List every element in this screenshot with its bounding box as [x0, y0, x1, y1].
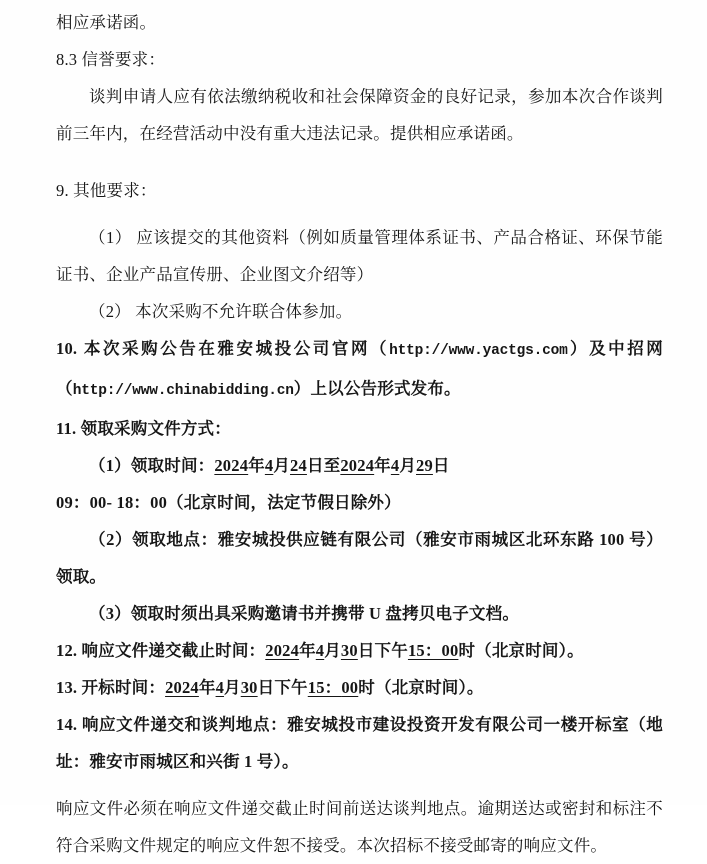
submission-month: 4 — [315, 641, 325, 660]
bid-opening-hour: 15： — [307, 678, 342, 697]
bid-opening-minute: 00 — [341, 678, 359, 697]
submission-deadline-label: 12. 响应文件递交截止时间： — [56, 641, 266, 660]
section-10-text-d: ）上以公告形式发布。 — [293, 379, 461, 398]
closing-paragraph: 响应文件必须在响应文件递交截止时间前送达谈判地点。逾期送达或密封和标注不符合采购文件规定的响应文件恕不接受。本次招标不接受邮寄的响应文件。 — [56, 799, 663, 855]
unit-month: 月 — [273, 456, 291, 475]
unit-day-afternoon-2: 日下午 — [257, 678, 308, 697]
unit-day-afternoon: 日下午 — [357, 641, 408, 660]
section-10-text-b: ）及 — [567, 339, 609, 358]
bid-opening-year: 2024 — [165, 678, 199, 697]
section-11-item-1 — [56, 447, 663, 484]
section-8-3-title: 8.3 信誉要求： — [56, 50, 166, 69]
pickup-time-range: 09：00- 18：00（北京时间，法定节假日除外） — [56, 493, 401, 512]
paragraph-continuation: 相应承诺函。 — [56, 13, 157, 32]
section-14: 14. 响应文件递交和谈判地点：雅安城投市建设投资开发有限公司一楼开标室（地址：雅安市雨城区和兴街 1 号）。 — [56, 715, 663, 771]
pickup-start-month: 4 — [264, 456, 274, 475]
section-8-3-body: 谈判申请人应有依法缴纳税收和社会保障资金的良好记录，参加本次合作谈判前三年内，在经营活动中没有重大违法记录。提供相应承诺函。 — [56, 87, 663, 143]
section-10-text-a: 10. 本次采购公告在雅安城投公司官网（ — [56, 339, 390, 358]
section-10 — [56, 330, 663, 410]
unit-month-4: 月 — [224, 678, 241, 697]
spacer — [56, 209, 663, 219]
unit-month-3: 月 — [324, 641, 341, 660]
spacer — [56, 152, 663, 172]
unit-time-2: 时（北京时间）。 — [358, 678, 484, 697]
section-11-item-3: （3）领取时须出具采购邀请书并携带 U 盘拷贝电子文档。 — [89, 604, 520, 623]
pickup-start-year: 2024 — [214, 456, 249, 475]
section-10-url-chinabidding: http://www.chinabidding.cn — [72, 383, 294, 399]
pickup-time-label: （1）领取时间： — [89, 456, 215, 475]
section-13 — [56, 669, 663, 706]
section-9-item-2: （2） 本次采购不允许联合体参加。 — [89, 302, 353, 321]
section-9-item-1: （1） 应该提交的其他资料（例如质量管理体系证书、产品合格证、环保节能证书、企业产品宣传册、企业图文介绍等） — [56, 228, 663, 284]
section-10-text-c: 中招网（ — [56, 339, 664, 398]
unit-year-4: 年 — [198, 678, 216, 697]
submission-day: 30 — [340, 641, 358, 660]
pickup-end-month: 4 — [390, 456, 400, 475]
bid-opening-day: 30 — [240, 678, 258, 697]
section-11-item-2: （2）领取地点：雅安城投供应链有限公司（雅安市雨城区北环东路 100 号）领取。 — [56, 530, 663, 586]
pickup-end-day: 29 — [416, 456, 433, 475]
unit-year-3: 年 — [299, 641, 316, 660]
bid-opening-label: 13. 开标时间： — [56, 678, 166, 697]
pickup-start-day: 24 — [290, 456, 307, 475]
unit-day-to: 日至 — [306, 456, 341, 475]
pickup-end-year: 2024 — [340, 456, 375, 475]
submission-year: 2024 — [265, 641, 300, 660]
unit-month-2: 月 — [399, 456, 417, 475]
submission-time: 15：00 — [407, 641, 459, 660]
unit-year-2: 年 — [374, 456, 391, 475]
spacer — [56, 780, 663, 790]
unit-time: 时（北京时间）。 — [458, 641, 584, 660]
section-12 — [56, 632, 663, 669]
unit-year: 年 — [248, 456, 265, 475]
section-9-title: 9. 其他要求： — [56, 181, 157, 200]
section-10-url-yactgs: http://www.yactgs.com — [389, 343, 568, 359]
unit-day-2: 日 — [432, 456, 450, 475]
bid-opening-month: 4 — [215, 678, 225, 697]
section-11-title: 11. 领取采购文件方式： — [56, 419, 231, 438]
